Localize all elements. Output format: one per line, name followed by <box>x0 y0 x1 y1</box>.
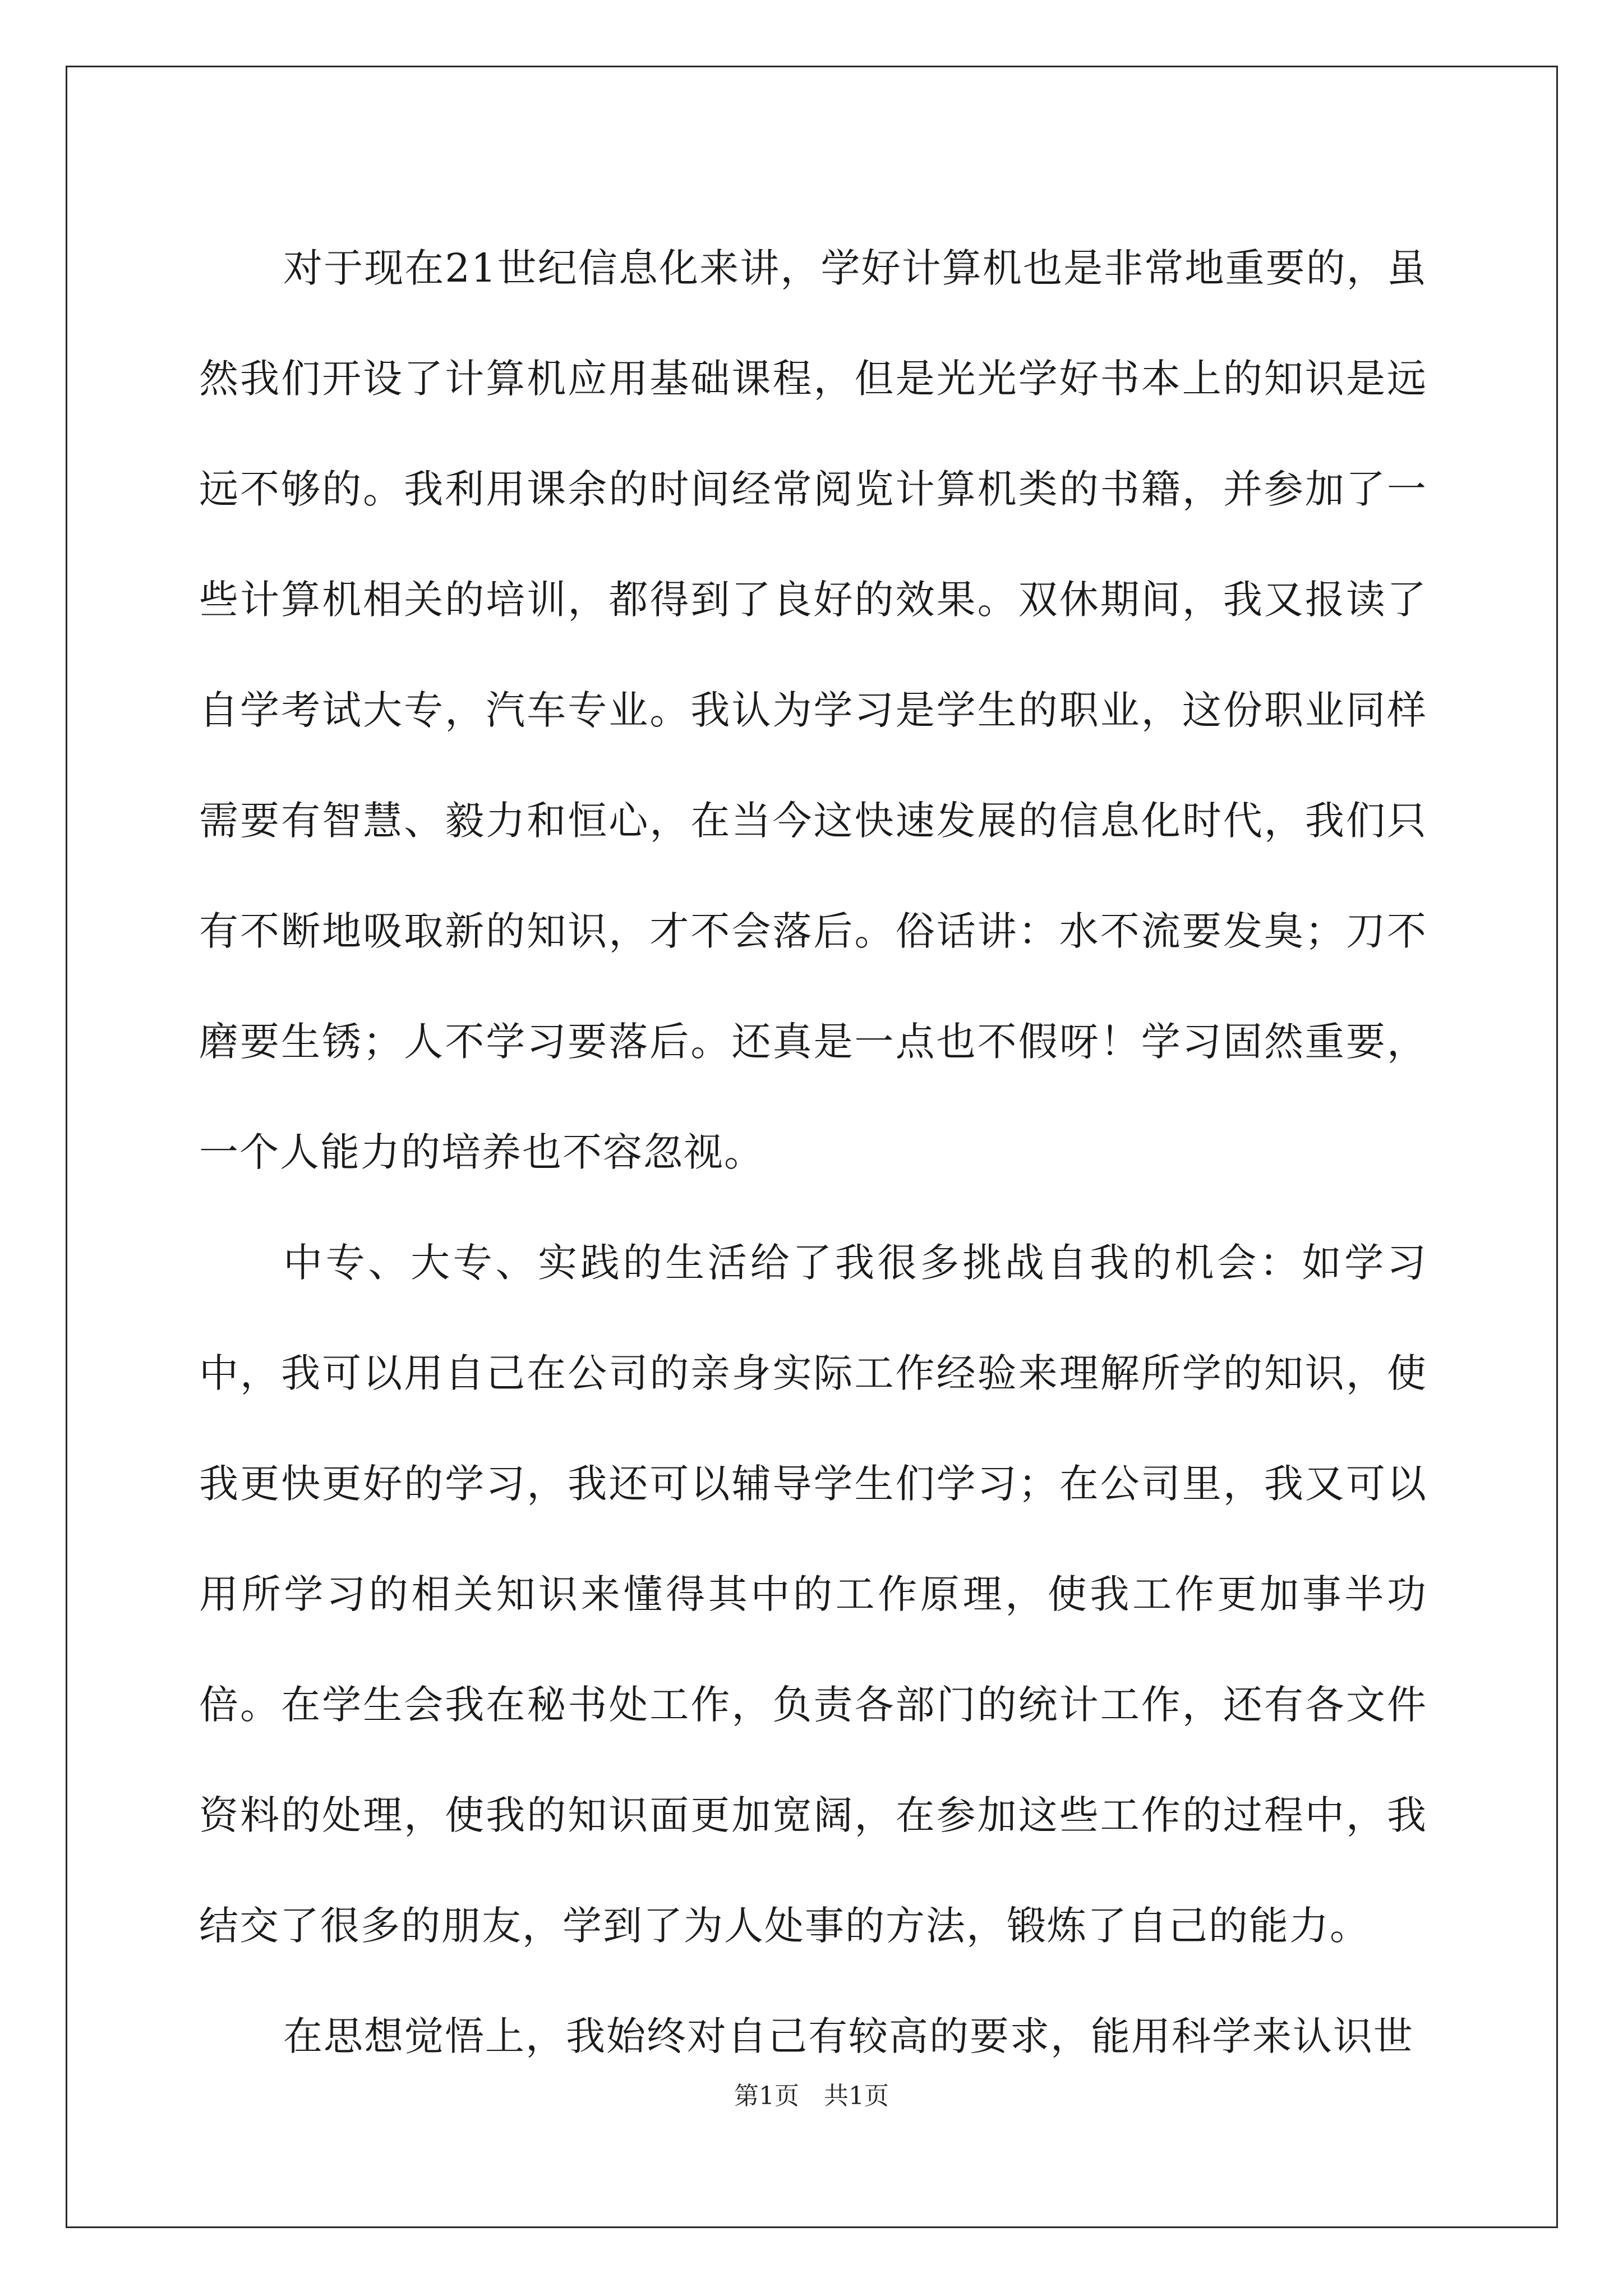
page-number-footer: 第1页 共1页 <box>734 2082 889 2110</box>
paragraph-3: 在思想觉悟上，我始终对自己有较高的要求，能用科学来认识世 <box>283 2013 1414 2059</box>
paragraph-1: 对于现在21世纪信息化来讲，学好计算机也是非常地重要的，虽然我们开设了计算机应用基础课程，但是光光学好书本上的知识是远远不够的。我利用课余的时间经常阅览计算机类的书籍，并参加了一些计算机相关的培训，都得到了良好的效果。双休期间，我又报读了自学考试大专，汽车专业。我认为学习是学生的职业，这份职业同样需要有智慧、毅力和恒心，在当今这快速发展的信息化时代，我们只有不断地吸取新的知识，才不会落后。俗话讲：水不流要发臭；刀不磨要生锈；人不学习要落后。还真是一点也不假呀！学习固然重要，一个人能力的培养也不容忽视。 <box>199 245 1427 1175</box>
document-body <box>199 213 1427 2092</box>
paragraph-2: 中专、大专、实践的生活给了我很多挑战自我的机会：如学习中，我可以用自己在公司的亲身实际工作经验来理解所学的知识，使我更快更好的学习，我还可以辅导学生们学习；在公司里，我又可以用所学习的相关知识来懂得其中的工作原理，使我工作更加事半功倍。在学生会我在秘书处工作，负责各部门的统计工作，还有各文件资料的处理，使我的知识面更加宽阔，在参加这些工作的过程中，我结交了很多的朋友，学到了为人处事的方法，锻炼了自己的能力。 <box>199 1240 1427 1949</box>
